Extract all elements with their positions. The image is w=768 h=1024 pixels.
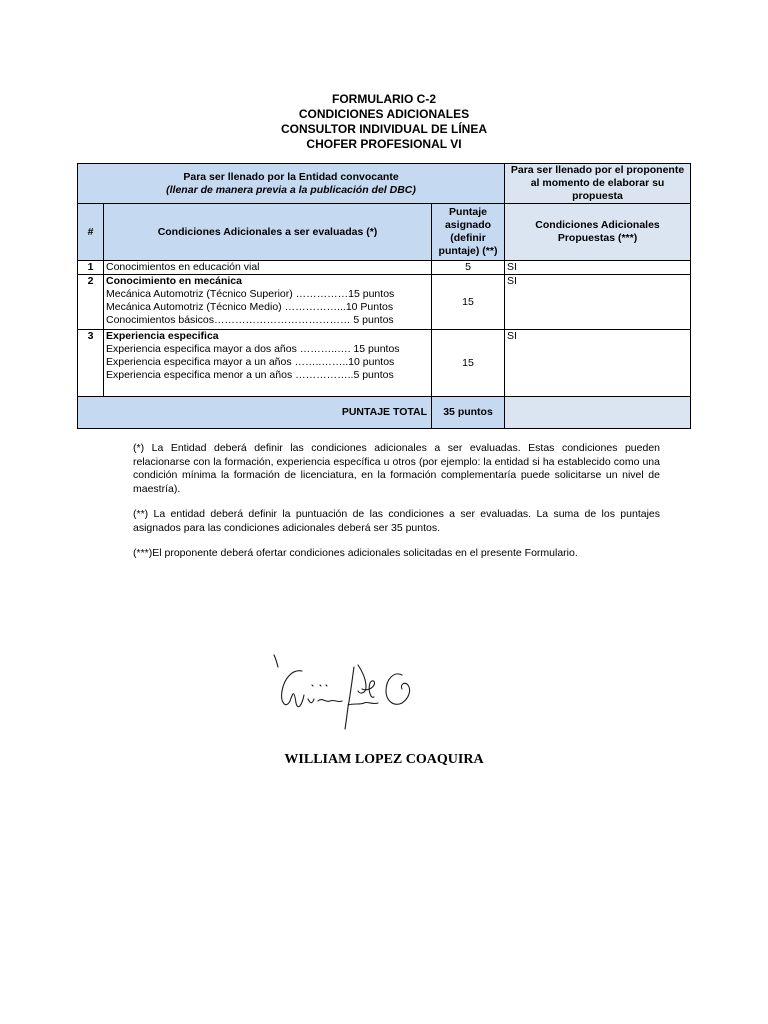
- row-proposed: SI: [505, 330, 691, 397]
- condition-title: Conocimiento en mecánica: [106, 275, 242, 287]
- row-points: 15: [432, 275, 505, 330]
- condition-cell: [104, 275, 432, 330]
- form-code: FORMULARIO C-2: [332, 92, 436, 106]
- handwritten-signature: [262, 645, 442, 740]
- col-number-header: #: [78, 204, 104, 261]
- table-row: [78, 330, 691, 397]
- conditions-table: [77, 163, 691, 429]
- total-row: [78, 397, 691, 429]
- condition-item: Mecánica Automotriz (Técnico Superior) ……………15 puntos: [106, 288, 395, 300]
- proponent-header: Para ser llenado por el proponente al momento de elaborar su propuesta: [505, 164, 691, 204]
- condition-item: Mecánica Automotriz (Técnico Medio) ……………...10 Puntos: [106, 301, 394, 313]
- col-proposed-header: Condiciones Adicionales Propuestas (***): [505, 204, 691, 261]
- condition-item: Experiencia especifica menor a un años ……………..5 puntos: [106, 369, 394, 381]
- total-label: PUNTAJE TOTAL: [78, 397, 432, 429]
- condition-title: Conocimientos en educación vial: [104, 261, 432, 275]
- row-points: 15: [432, 330, 505, 397]
- col-points-header: Puntaje asignado (definir puntaje) (**): [432, 204, 505, 261]
- footnote-conditions: (*) La Entidad deberá definir las condiciones adicionales a ser evaluadas. Estas condiciones pueden relacionarse con la formación, experiencia específica u otros (por ejemplo: la entidad si ha establecido como una condición mínima la formación de licenciatura, en la formación complementaría puede solicitarse un nivel de maestría).: [133, 442, 660, 495]
- table-row: [78, 275, 691, 330]
- footnote-proponent: (***)El proponente deberá ofertar condiciones adicionales solicitadas en el presente Formulario.: [133, 547, 578, 559]
- row-proposed: SI: [505, 261, 691, 275]
- form-title: [0, 92, 768, 152]
- row-number: 1: [78, 261, 104, 275]
- entity-header-cell: [78, 164, 505, 204]
- table-row: [78, 261, 691, 275]
- condition-item: Conocimientos básicos………………………………… 5 puntos: [106, 314, 394, 326]
- row-proposed: SI: [505, 275, 691, 330]
- row-number: 3: [78, 330, 104, 397]
- total-value: 35 puntos: [432, 397, 505, 429]
- form-subject: CONDICIONES ADICIONALES: [298, 107, 470, 121]
- entity-subheader: (llenar de manera previa a la publicación del DBC): [166, 183, 416, 196]
- condition-cell: [104, 330, 432, 397]
- signer-name: WILLIAM LOPEZ COAQUIRA: [284, 752, 484, 767]
- col-conditions-header: Condiciones Adicionales a ser evaluadas (*): [104, 204, 432, 261]
- row-points: 5: [432, 261, 505, 275]
- entity-header: Para ser llenado por la Entidad convocante: [183, 170, 399, 183]
- consultancy-type: CONSULTOR INDIVIDUAL DE LÍNEA: [280, 122, 487, 136]
- condition-item: Experiencia especifica mayor a dos años ………..…. 15 puntos: [106, 343, 400, 355]
- position-name: CHOFER PROFESIONAL VI: [306, 137, 462, 151]
- footnotes: [133, 442, 660, 573]
- footnote-points: (**) La entidad deberá definir la puntuación de las condiciones a ser evaluadas. La suma de los puntajes asignados para las condiciones adicionales deberá ser 35 puntos.: [133, 508, 660, 534]
- condition-title: Experiencia especifica: [106, 330, 219, 342]
- total-proposed-empty: [505, 397, 691, 429]
- condition-item: Experiencia especifica mayor a un años ……..……..10 puntos: [106, 356, 395, 368]
- row-number: 2: [78, 275, 104, 330]
